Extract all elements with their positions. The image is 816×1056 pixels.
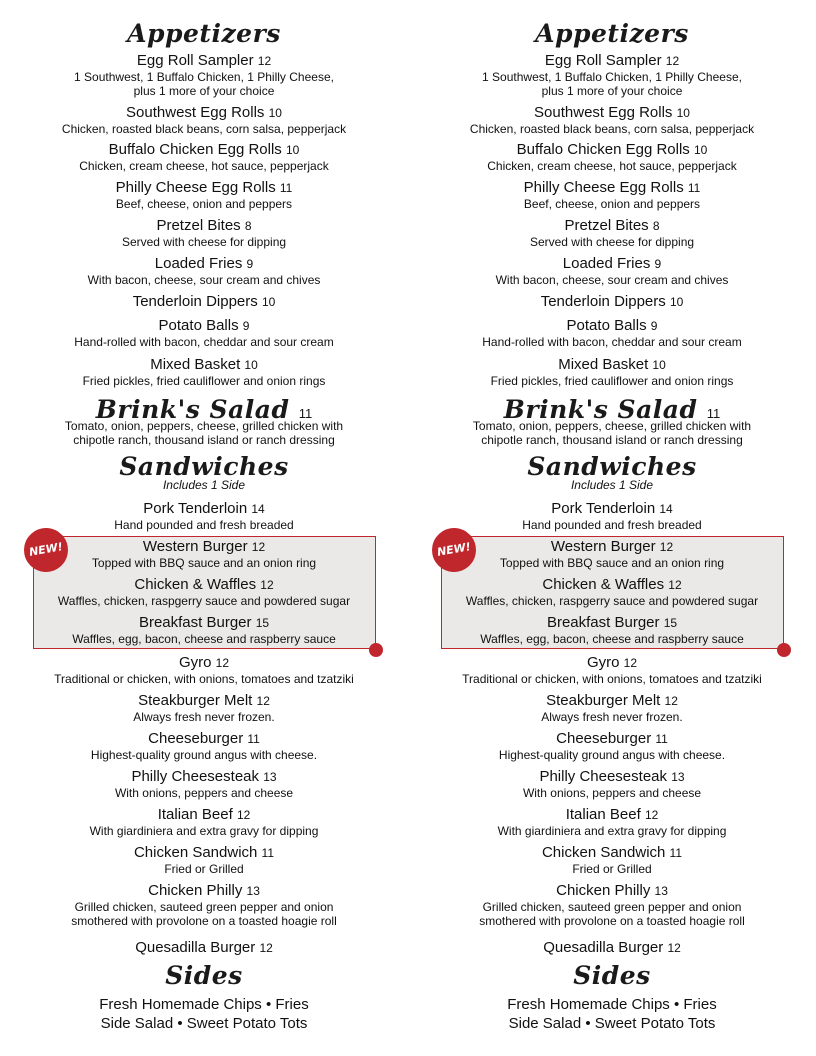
item-name <box>408 806 816 824</box>
menu-item <box>408 654 816 686</box>
item-name-text: Italian Beef <box>157 806 233 823</box>
item-name-text: Philly Cheese Egg Rolls <box>523 179 684 196</box>
item-description: Grilled chicken, sauteed green pepper and onion <box>482 900 742 914</box>
menu-item <box>408 692 816 724</box>
item-description: Topped with BBQ sauce and an onion ring <box>499 556 725 570</box>
item-name-text: Western Burger <box>142 538 248 555</box>
item-price: 12 <box>259 941 273 955</box>
item-name <box>0 52 408 70</box>
item-description: smothered with provolone on a toasted hoagie roll <box>71 914 337 928</box>
item-description: Chicken, roasted black beans, corn salsa, pepperjack <box>469 122 755 136</box>
menu-item <box>408 882 816 928</box>
item-name-text: Potato Balls <box>158 317 239 334</box>
item-description: Served with cheese for dipping <box>121 235 287 249</box>
item-price: 13 <box>654 884 668 898</box>
item-description: Always fresh never frozen. <box>541 710 683 724</box>
menu-item <box>408 317 816 349</box>
item-name-text: Pretzel Bites <box>156 217 241 234</box>
item-price: 10 <box>693 143 708 157</box>
item-description: With giardiniera and extra gravy for dipping <box>89 824 319 838</box>
item-name-text: Western Burger <box>550 538 656 555</box>
item-name-text: Southwest Egg Rolls <box>534 104 673 121</box>
item-price: 9 <box>242 319 250 333</box>
item-price: 12 <box>251 540 266 554</box>
item-description: Grilled chicken, sauteed green pepper and onion <box>74 900 334 914</box>
item-description: Topped with BBQ sauce and an onion ring <box>91 556 317 570</box>
item-name <box>408 768 816 786</box>
item-name-text: Tenderloin Dippers <box>132 293 258 310</box>
menu-item <box>408 255 816 287</box>
item-description: Fried or Grilled <box>164 862 244 876</box>
item-price: 10 <box>268 106 282 120</box>
item-name <box>0 614 408 632</box>
item-description: 1 Southwest, 1 Buffalo Chicken, 1 Philly Cheese, <box>482 70 742 84</box>
item-name <box>408 293 816 311</box>
menu-item <box>408 293 816 311</box>
item-description: Chicken, cream cheese, hot sauce, pepperjack <box>79 159 329 173</box>
item-price: 9 <box>654 257 662 271</box>
item-name-text: Philly Cheese Egg Rolls <box>115 179 276 196</box>
item-name <box>408 614 816 632</box>
menu-item <box>0 104 408 136</box>
item-price: 12 <box>668 578 682 592</box>
menu-item <box>0 806 408 838</box>
salad-description <box>0 419 408 447</box>
item-name <box>408 52 816 70</box>
item-name <box>0 882 408 900</box>
new-badge: NEW! <box>429 525 480 576</box>
appetizers-heading: Appetizers <box>127 19 281 48</box>
item-name-text: Breakfast Burger <box>138 614 252 631</box>
item-name <box>408 500 816 518</box>
menu-column-right <box>408 0 816 1056</box>
item-price: 13 <box>246 884 260 898</box>
sides-line: Fresh Homemade Chips • Fries <box>507 996 717 1013</box>
menu-item <box>0 654 408 686</box>
item-price: 12 <box>257 54 272 68</box>
menu-item <box>0 730 408 762</box>
item-name-text: Gyro <box>586 654 620 671</box>
item-price: 12 <box>236 808 251 822</box>
item-description: Chicken, roasted black beans, corn salsa, pepperjack <box>61 122 347 136</box>
item-description: plus 1 more of your choice <box>133 84 275 98</box>
item-name-text: Chicken & Waffles <box>134 576 257 593</box>
item-name <box>0 730 408 748</box>
item-name <box>408 576 816 594</box>
sandwiches-heading: Sandwiches <box>527 452 697 481</box>
sides-heading: Sides <box>165 961 243 990</box>
menu-item <box>0 356 408 388</box>
menu-item <box>408 217 816 249</box>
item-description: Beef, cheese, onion and peppers <box>523 197 701 211</box>
item-price: 14 <box>659 502 673 516</box>
item-name-text: Chicken Sandwich <box>133 844 258 861</box>
item-name <box>408 217 816 235</box>
item-name <box>408 104 816 122</box>
item-price: 12 <box>623 656 638 670</box>
menu-item <box>408 939 816 957</box>
item-name-text: Loaded Fries <box>562 255 651 272</box>
menu-item <box>408 141 816 173</box>
salad-description-line: Tomato, onion, peppers, cheese, grilled chicken with <box>64 419 344 433</box>
appetizers-heading: Appetizers <box>535 19 689 48</box>
menu-item <box>0 939 408 957</box>
item-name-text: Cheeseburger <box>556 730 652 747</box>
item-price: 12 <box>664 694 678 708</box>
menu-item <box>408 104 816 136</box>
item-name-text: Pork Tenderloin <box>143 500 248 517</box>
item-price: 11 <box>669 846 683 860</box>
item-description: plus 1 more of your choice <box>541 84 683 98</box>
item-description: With giardiniera and extra gravy for dipping <box>497 824 727 838</box>
item-price: 10 <box>261 295 276 309</box>
item-name-text: Tenderloin Dippers <box>540 293 666 310</box>
item-description: With onions, peppers and cheese <box>522 786 702 800</box>
new-badge: NEW! <box>21 525 72 576</box>
menu-item <box>0 141 408 173</box>
item-description: Hand-rolled with bacon, cheddar and sour cream <box>482 335 742 349</box>
item-name <box>0 844 408 862</box>
item-name-text: Cheeseburger <box>148 730 244 747</box>
item-name <box>408 356 816 374</box>
item-name-text: Chicken Sandwich <box>541 844 666 861</box>
menu-item <box>408 52 816 98</box>
item-description: Highest-quality ground angus with cheese. <box>498 748 726 762</box>
item-name-text: Quesadilla Burger <box>135 939 256 956</box>
salad-description-line: Tomato, onion, peppers, cheese, grilled chicken with <box>472 419 752 433</box>
salad-description-line: chipotle ranch, thousand island or ranch dressing <box>73 433 335 447</box>
item-name-text: Pork Tenderloin <box>551 500 656 517</box>
menu-item <box>0 882 408 928</box>
item-name-text: Chicken Philly <box>556 882 651 899</box>
item-name-text: Buffalo Chicken Egg Rolls <box>108 141 282 158</box>
menu-item <box>0 844 408 876</box>
salad-price: 11 <box>706 406 721 421</box>
item-description: Waffles, egg, bacon, cheese and raspberry sauce <box>480 632 744 646</box>
salad-price: 11 <box>298 406 313 421</box>
item-price: 12 <box>665 54 680 68</box>
item-price: 10 <box>676 106 690 120</box>
item-name <box>408 939 816 957</box>
item-name-text: Mixed Basket <box>150 356 241 373</box>
item-name <box>0 768 408 786</box>
item-price: 12 <box>659 540 674 554</box>
menu-item <box>0 179 408 211</box>
item-name-text: Philly Cheesesteak <box>131 768 260 785</box>
item-price: 11 <box>247 732 260 746</box>
item-name <box>0 500 408 518</box>
item-description: Waffles, chicken, raspgerry sauce and powdered sugar <box>57 594 351 608</box>
item-name <box>408 179 816 197</box>
item-price: 12 <box>215 656 230 670</box>
item-name <box>408 317 816 335</box>
menu-item <box>408 768 816 800</box>
menu-item <box>408 806 816 838</box>
item-price: 13 <box>671 770 685 784</box>
item-price: 15 <box>663 616 678 630</box>
item-description: smothered with provolone on a toasted hoagie roll <box>479 914 745 928</box>
item-price: 12 <box>644 808 659 822</box>
item-description: 1 Southwest, 1 Buffalo Chicken, 1 Philly Cheese, <box>74 70 334 84</box>
item-name-text: Steakburger Melt <box>546 692 661 709</box>
item-name <box>408 730 816 748</box>
item-name-text: Pretzel Bites <box>564 217 649 234</box>
item-name <box>0 293 408 311</box>
sides-line: Side Salad • Sweet Potato Tots <box>100 1015 308 1032</box>
item-price: 9 <box>650 319 658 333</box>
item-description: Hand pounded and fresh breaded <box>114 518 294 532</box>
menu-item <box>408 844 816 876</box>
item-name-text: Quesadilla Burger <box>543 939 664 956</box>
item-name-text: Steakburger Melt <box>138 692 253 709</box>
item-price: 12 <box>260 578 274 592</box>
menu-item <box>408 614 816 646</box>
item-name-text: Egg Roll Sampler <box>544 52 662 69</box>
item-description: Traditional or chicken, with onions, tomatoes and tzatziki <box>54 672 354 686</box>
item-description: Waffles, egg, bacon, cheese and raspberry sauce <box>72 632 336 646</box>
item-description: Beef, cheese, onion and peppers <box>115 197 293 211</box>
item-description: Hand pounded and fresh breaded <box>522 518 702 532</box>
item-name <box>0 179 408 197</box>
item-price: 11 <box>655 732 668 746</box>
item-description: Fried pickles, fried cauliflower and onion rings <box>82 374 326 388</box>
item-name <box>0 141 408 159</box>
menu-item <box>0 500 408 532</box>
item-price: 10 <box>244 358 258 372</box>
item-name <box>408 692 816 710</box>
menu-item <box>408 576 816 608</box>
menu-item <box>0 52 408 98</box>
sides-heading: Sides <box>573 961 651 990</box>
item-name <box>0 806 408 824</box>
sandwiches-heading: Sandwiches <box>119 452 289 481</box>
item-price: 11 <box>687 181 701 195</box>
sides-line: Side Salad • Sweet Potato Tots <box>508 1015 716 1032</box>
item-name <box>0 356 408 374</box>
salad-description <box>408 419 816 447</box>
menu-item <box>408 356 816 388</box>
menu-item <box>0 692 408 724</box>
item-name-text: Gyro <box>178 654 212 671</box>
item-description: Highest-quality ground angus with cheese. <box>90 748 318 762</box>
salad-description-line: chipotle ranch, thousand island or ranch dressing <box>481 433 743 447</box>
item-description: With bacon, cheese, sour cream and chives <box>87 273 321 287</box>
menu-item <box>0 317 408 349</box>
item-description: With onions, peppers and cheese <box>114 786 294 800</box>
item-name <box>408 882 816 900</box>
menu-item <box>408 179 816 211</box>
menu-item <box>0 255 408 287</box>
item-name <box>0 654 408 672</box>
item-price: 9 <box>246 257 254 271</box>
item-description: Served with cheese for dipping <box>529 235 695 249</box>
item-price: 8 <box>652 219 660 233</box>
item-price: 15 <box>255 616 270 630</box>
item-name-text: Chicken & Waffles <box>542 576 665 593</box>
item-price: 13 <box>263 770 277 784</box>
item-name-text: Mixed Basket <box>558 356 649 373</box>
item-description: Fried or Grilled <box>572 862 652 876</box>
item-name <box>0 255 408 273</box>
item-description: Traditional or chicken, with onions, tomatoes and tzatziki <box>462 672 762 686</box>
item-price: 10 <box>285 143 300 157</box>
menu-item <box>408 500 816 532</box>
sandwiches-subheading: Includes 1 Side <box>570 478 654 492</box>
item-price: 11 <box>261 846 275 860</box>
item-name <box>408 255 816 273</box>
item-name <box>408 844 816 862</box>
menu-item <box>0 293 408 311</box>
item-price: 12 <box>667 941 681 955</box>
item-description: Always fresh never frozen. <box>133 710 275 724</box>
menu-item <box>0 614 408 646</box>
menu-item <box>0 217 408 249</box>
salad-heading-text: Brink's Salad <box>95 395 290 424</box>
item-price: 11 <box>279 181 293 195</box>
item-description: Fried pickles, fried cauliflower and onion rings <box>490 374 734 388</box>
item-price: 10 <box>652 358 666 372</box>
item-description: With bacon, cheese, sour cream and chives <box>495 273 729 287</box>
item-name <box>0 217 408 235</box>
item-price: 8 <box>244 219 252 233</box>
item-name-text: Chicken Philly <box>148 882 243 899</box>
item-price: 10 <box>669 295 684 309</box>
menu-item <box>0 768 408 800</box>
item-name <box>0 104 408 122</box>
item-name <box>408 141 816 159</box>
item-name <box>0 576 408 594</box>
item-description: Hand-rolled with bacon, cheddar and sour cream <box>74 335 334 349</box>
item-name-text: Italian Beef <box>565 806 641 823</box>
item-name <box>0 939 408 957</box>
item-name-text: Southwest Egg Rolls <box>126 104 265 121</box>
item-price: 14 <box>251 502 265 516</box>
item-name <box>0 317 408 335</box>
item-price: 12 <box>256 694 270 708</box>
salad-heading-text: Brink's Salad <box>503 395 698 424</box>
item-name <box>0 692 408 710</box>
item-name-text: Loaded Fries <box>154 255 243 272</box>
item-name-text: Breakfast Burger <box>546 614 660 631</box>
item-name-text: Buffalo Chicken Egg Rolls <box>516 141 690 158</box>
menu-item <box>0 576 408 608</box>
item-name-text: Philly Cheesesteak <box>539 768 668 785</box>
item-name <box>408 654 816 672</box>
sides-line: Fresh Homemade Chips • Fries <box>99 996 309 1013</box>
menu-item <box>408 730 816 762</box>
sandwiches-subheading: Includes 1 Side <box>162 478 246 492</box>
item-name-text: Egg Roll Sampler <box>136 52 254 69</box>
item-description: Chicken, cream cheese, hot sauce, pepperjack <box>487 159 737 173</box>
item-description: Waffles, chicken, raspgerry sauce and powdered sugar <box>465 594 759 608</box>
item-name-text: Potato Balls <box>566 317 647 334</box>
